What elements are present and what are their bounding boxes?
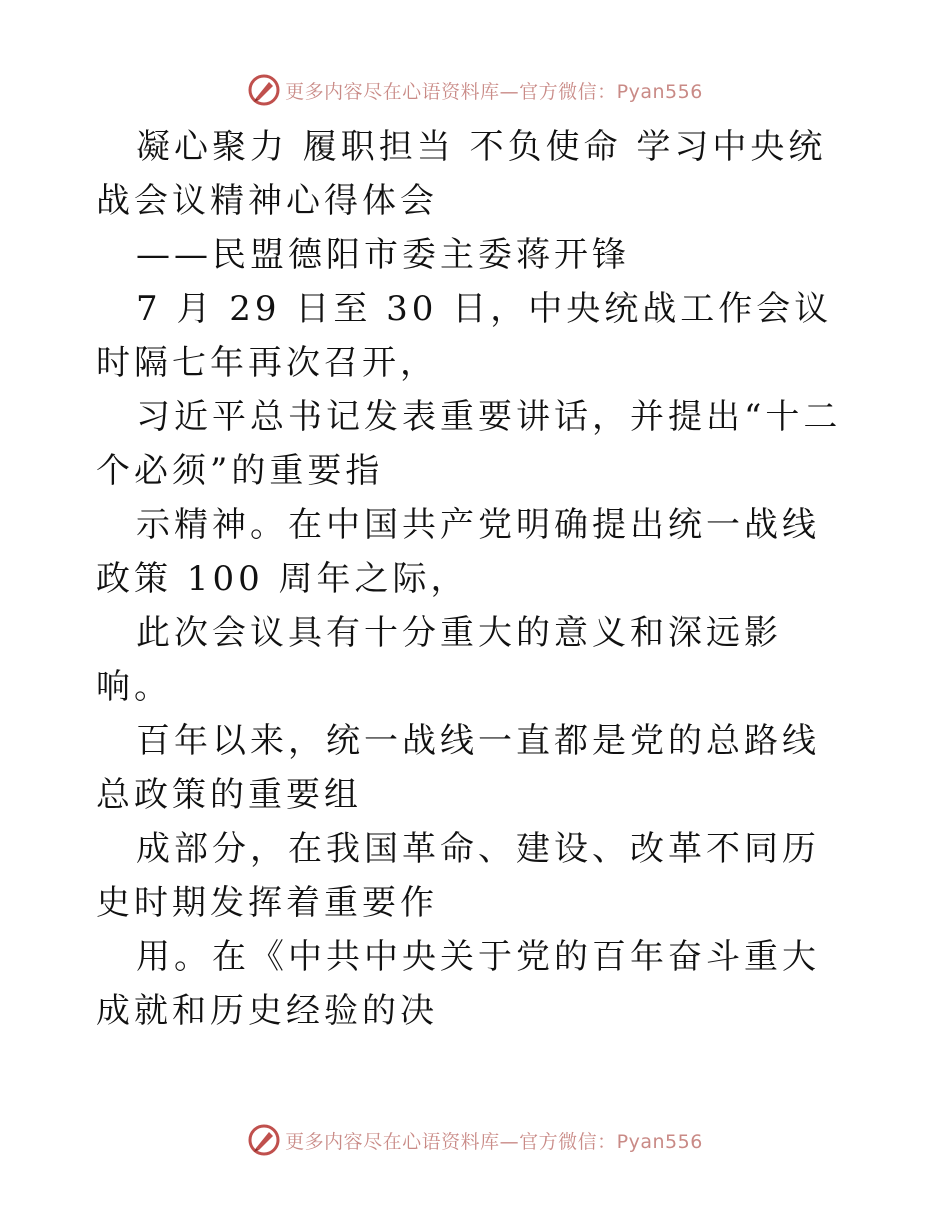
- body-paragraph: 成部分，在我国革命、建设、改革不同历史时期发挥着重要作: [96, 829, 820, 923]
- document-body: [96, 120, 856, 1038]
- body-paragraph: 用。在《中共中央关于党的百年奋斗重大成就和历史经验的决: [96, 937, 820, 1031]
- footer-watermark-banner: [0, 1120, 950, 1160]
- document-author-line: ——民盟德阳市委主委蒋开锋: [136, 235, 630, 275]
- pen-nib-logo-icon: [247, 73, 281, 107]
- header-watermark-text: 更多内容尽在心语资料库—官方微信：Pyan556: [285, 80, 703, 103]
- body-paragraph: 7 月 29 日至 30 日，中央统战工作会议时隔七年再次召开，: [96, 289, 833, 383]
- body-paragraph: 此次会议具有十分重大的意义和深远影响。: [96, 613, 782, 707]
- body-paragraph: 百年以来，统一战线一直都是党的总路线总政策的重要组: [96, 721, 820, 815]
- pen-nib-logo-icon: [247, 1123, 281, 1157]
- footer-watermark-text: 更多内容尽在心语资料库—官方微信：Pyan556: [285, 1130, 703, 1153]
- body-paragraph: 习近平总书记发表重要讲话，并提出“十二个必须”的重要指: [96, 397, 842, 491]
- body-paragraph: 示精神。在中国共产党明确提出统一战线政策 100 周年之际，: [96, 505, 820, 599]
- header-watermark-banner: [0, 70, 950, 110]
- document-title: 凝心聚力 履职担当 不负使命 学习中央统战会议精神心得体会: [96, 127, 827, 221]
